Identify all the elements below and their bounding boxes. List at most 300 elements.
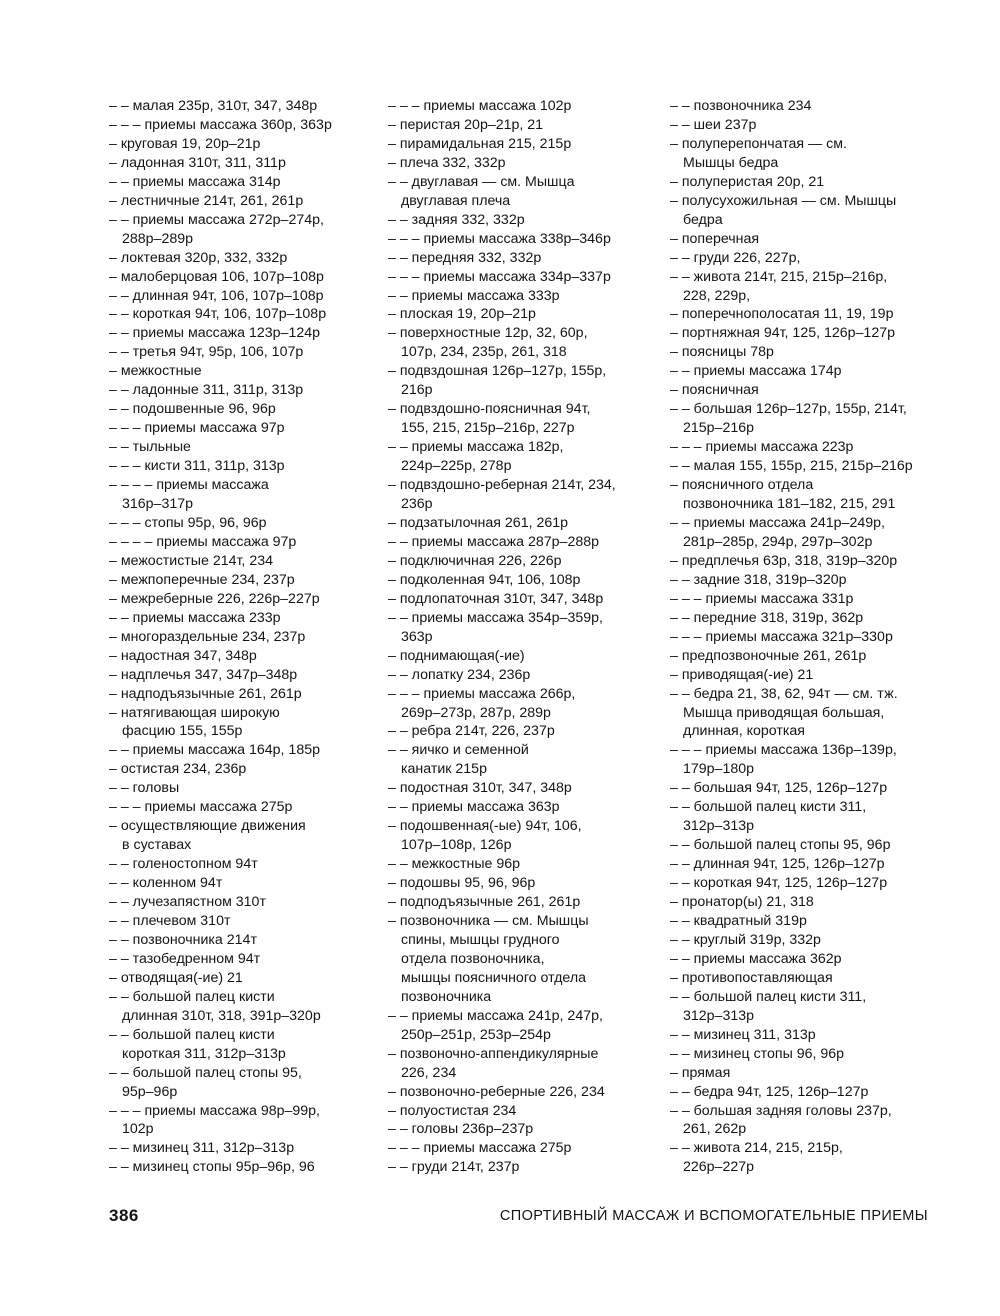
index-entry [670, 438, 932, 457]
index-entry [388, 874, 650, 893]
index-entry-line: – – большая 126р–127р, 155р, 214т, [670, 401, 907, 418]
index-entry [388, 400, 650, 438]
index-entry-line: – – приемы массажа 164р, 185р [109, 742, 320, 759]
index-entry [388, 779, 650, 798]
index-entry-continuation: 95р–96р [122, 1083, 178, 1100]
index-entry-line: – – большой палец кисти [109, 988, 275, 1005]
index-entry-line: – – подошвенные 96, 96р [109, 401, 276, 418]
index-entry-line: – плоская 19, 20р–21р [388, 306, 536, 323]
index-entry-line: – – приемы массажа 354р–359р, [388, 609, 603, 626]
index-entry-line: – подвздошная 126р–127р, 155р, [388, 363, 607, 380]
index-entry [388, 533, 650, 552]
index-entry-line: – – большой палец кисти 311, [670, 988, 867, 1005]
index-entry [388, 287, 650, 306]
index-entry [109, 192, 367, 211]
index-entry-continuation: позвоночника 181–182, 215, 291 [683, 496, 896, 513]
index-entry-line: – прямая [670, 1064, 731, 1081]
index-entry [670, 192, 932, 230]
index-entry [388, 230, 650, 249]
index-entry-line: – – бедра 94т, 125, 126р–127р [670, 1083, 869, 1100]
index-entry-line: – – третья 94т, 95р, 106, 107р [109, 344, 304, 361]
index-entry [109, 590, 367, 609]
index-entry [388, 324, 650, 362]
index-entry [670, 590, 932, 609]
index-entry [109, 912, 367, 931]
index-entry-line: – – длинная 94т, 106, 107р–108р [109, 287, 324, 304]
index-entry [109, 476, 367, 514]
index-entry-line: – – мизинец 311, 312р–313р [109, 1140, 295, 1157]
index-entry-line: – – живота 214т, 215, 215р–216р, [670, 268, 888, 285]
index-entry-line: – подошвенная(-ые) 94т, 106, [388, 818, 582, 835]
index-entry [109, 798, 367, 817]
index-entry [670, 798, 932, 836]
index-entry-line: – – – стопы 95р, 96, 96р [109, 514, 267, 531]
index-entry-line: – – лопатку 234, 236р [388, 666, 531, 683]
index-entry-line: – – мизинец стопы 95р–96р, 96 [109, 1159, 315, 1176]
index-entry-line: – пирамидальная 215, 215р [388, 135, 572, 152]
index-entry [670, 893, 932, 912]
index-entry-line: – – лучезапястном 310т [109, 894, 266, 911]
index-entry-continuation: 363р [401, 628, 433, 645]
index-entry-line: – – ладонные 311, 311р, 313р [109, 382, 304, 399]
index-entry-continuation: 312р–313р [683, 1007, 755, 1024]
index-entry-line: – – мизинец 311, 313р [670, 1026, 816, 1043]
index-entry [109, 287, 367, 306]
index-entry [670, 173, 932, 192]
index-entry [670, 457, 932, 476]
index-entry [109, 609, 367, 628]
index-entry [670, 969, 932, 988]
index-entry [109, 438, 367, 457]
index-entry [388, 438, 650, 476]
index-entry-line: – – большая задняя головы 237р, [670, 1102, 892, 1119]
index-entry-line: – – передние 318, 319р, 362р [670, 609, 864, 626]
index-entry [670, 381, 932, 400]
index-entry [109, 362, 367, 381]
index-entry-line: – – головы 236р–237р [388, 1121, 534, 1138]
index-entry [670, 988, 932, 1026]
index-entry-line: – – приемы массажа 272р–274р, [109, 211, 324, 228]
index-entry [109, 704, 367, 742]
index-entry [109, 1158, 367, 1177]
index-entry-line: – пронатор(ы) 21, 318 [670, 894, 814, 911]
index-entry-line: – малоберцовая 106, 107р–108р [109, 268, 324, 285]
index-entry [109, 1026, 367, 1064]
index-entry [670, 609, 932, 628]
index-entry-line: – отводящая(-ие) 21 [109, 969, 243, 986]
index-entry-line: – круговая 19, 20р–21р [109, 135, 261, 152]
index-entry [670, 836, 932, 855]
index-entry-line: – – большой палец кисти [109, 1026, 275, 1043]
index-entry [109, 268, 367, 287]
index-entry-continuation: длинная 310т, 318, 391р–320р [122, 1007, 321, 1024]
index-entry-line: – – – приемы массажа 136р–139р, [670, 742, 897, 759]
index-entry-continuation: 179р–180р [683, 761, 755, 778]
index-entry-line: – предплечья 63р, 318, 319р–320р [670, 552, 898, 569]
index-entry-line: – – приемы массажа 182р, [388, 439, 564, 456]
index-entry-continuation: 226, 234 [401, 1064, 457, 1081]
index-entry-line: – надостная 347, 348р [109, 647, 257, 664]
index-entry [388, 1083, 650, 1102]
index-entry-line: – – приемы массажа 362р [670, 950, 842, 967]
index-entry [388, 154, 650, 173]
index-entry-line: – межпоперечные 234, 237р [109, 571, 295, 588]
index-entry [109, 685, 367, 704]
index-entry-line: – приводящая(-ие) 21 [670, 666, 814, 683]
index-entry-line: – ладонная 310т, 311, 311р [109, 154, 286, 171]
index-entry [388, 741, 650, 779]
index-entry-line: – – – приемы массажа 266р, [388, 685, 576, 702]
index-entry-line: – – – приемы массажа 102р [388, 98, 572, 114]
index-entry [388, 1120, 650, 1139]
index-entry-continuation: 226р–227р [683, 1159, 755, 1176]
index-entry [670, 1045, 932, 1064]
index-entry [670, 135, 932, 173]
index-entry [388, 268, 650, 287]
index-entry [388, 1158, 650, 1177]
index-entry-continuation: отдела позвоночника, [401, 950, 545, 967]
index-entry [109, 343, 367, 362]
index-entry-continuation: 155, 215, 215р–216р, 227р [401, 420, 575, 437]
index-entry [388, 1102, 650, 1121]
index-entry-line: – – малая 235р, 310т, 347, 348р [109, 98, 318, 114]
index-entry-line: – – приемы массажа 287р–288р [388, 533, 600, 550]
index-entry-line: – – ребра 214т, 226, 237р [388, 723, 555, 740]
index-entry-continuation: короткая 311, 312р–313р [122, 1045, 286, 1062]
index-entry-line: – – большой палец кисти 311, [670, 799, 867, 816]
index-entry-continuation: 224р–225р, 278р [401, 458, 512, 475]
index-entry [670, 931, 932, 950]
index-entry-line: – – длинная 94т, 125, 126р–127р [670, 856, 885, 873]
index-entry-continuation: Мышца приводящая большая, [683, 704, 885, 721]
index-entry-line: – – приемы массажа 241р, 247р, [388, 1007, 603, 1024]
index-entry [388, 135, 650, 154]
index-entry-line: – – тазобедренном 94т [109, 950, 261, 967]
index-entry [388, 722, 650, 741]
index-entry-line: – – приемы массажа 241р–249р, [670, 514, 885, 531]
index-entry-line: – остистая 234, 236р [109, 761, 247, 778]
index-entry [109, 173, 367, 192]
index-entry-line: – поясничная [670, 382, 759, 399]
index-entry [109, 988, 367, 1026]
index-entry-line: – натягивающая широкую [109, 704, 280, 721]
index-entry-line: – – – – приемы массажа [109, 477, 269, 494]
index-entry-continuation: спины, мышцы грудного [401, 931, 560, 948]
index-entry-line: – – голеностопном 94т [109, 856, 258, 873]
index-entry [388, 666, 650, 685]
index-entry [670, 116, 932, 135]
index-entry-line: – – живота 214, 215, 215р, [670, 1140, 843, 1157]
index-entry-continuation: Мышцы бедра [683, 154, 779, 171]
index-entry [670, 343, 932, 362]
index-entry-line: – плеча 332, 332р [388, 154, 506, 171]
index-column-2 [388, 97, 650, 1177]
index-entry [109, 1139, 367, 1158]
index-entry [670, 249, 932, 268]
index-entry-line: – надподъязычные 261, 261р [109, 685, 302, 702]
index-entry-line: – межкостные [109, 363, 202, 380]
index-entry [388, 893, 650, 912]
index-entry-line: – – – кисти 311, 311р, 313р [109, 458, 285, 475]
index-entry [109, 855, 367, 874]
index-entry-line: – поясничного отдела [670, 477, 814, 494]
index-entry-line: – подколенная 94т, 106, 108р [388, 571, 581, 588]
index-entry [388, 912, 650, 1007]
index-entry-continuation: 215р–216р [683, 420, 755, 437]
index-entry [388, 173, 650, 211]
index-entry-line: – – двуглавая — см. Мышца [388, 173, 575, 190]
index-entry-continuation: длинная, короткая [683, 723, 805, 740]
index-entry [388, 249, 650, 268]
index-entry-line: – – позвоночника 214т [109, 931, 257, 948]
index-entry-line: – позвоночно-аппендикулярные [388, 1045, 599, 1062]
index-entry [670, 666, 932, 685]
index-entry [388, 1139, 650, 1158]
index-entry [109, 211, 367, 249]
index-entry-continuation: 107р–108р, 126р [401, 837, 512, 854]
index-entry-line: – перистая 20р–21р, 21 [388, 116, 544, 133]
index-entry-continuation: 250р–251р, 253р–254р [401, 1026, 551, 1043]
index-entry [670, 855, 932, 874]
index-entry [388, 476, 650, 514]
index-entry-line: – противопоставляющая [670, 969, 833, 986]
index-entry-line: – полуперепончатая — см. [670, 135, 847, 152]
index-entry-line: – – – приемы массажа 275р [109, 799, 293, 816]
index-entry [109, 874, 367, 893]
index-entry-line: – позвоночно-реберные 226, 234 [388, 1083, 605, 1100]
index-entry-line: – – шеи 237р [670, 116, 757, 133]
index-entry [109, 741, 367, 760]
index-entry [109, 381, 367, 400]
index-entry-line: – – тыльные [109, 439, 191, 456]
index-entry-line: – подподъязычные 261, 261р [388, 894, 581, 911]
index-entry-line: – – передняя 332, 332р [388, 249, 542, 266]
index-entry [109, 571, 367, 590]
index-entry [670, 305, 932, 324]
index-entry-line: – – большой палец стопы 95, 96р [670, 837, 891, 854]
index-entry-line: – – позвоночника 234 [670, 98, 812, 114]
index-entry [109, 305, 367, 324]
index-entry [388, 305, 650, 324]
index-entry [670, 571, 932, 590]
index-entry-line: – – – приемы массажа 360р, 363р [109, 116, 332, 133]
index-entry [388, 116, 650, 135]
index-entry-line: – – приемы массажа 123р–124р [109, 325, 321, 342]
index-entry-line: – – большой палец стопы 95, [109, 1064, 302, 1081]
index-entry-line: – осуществляющие движения [109, 818, 306, 835]
index-entry [670, 1102, 932, 1140]
index-entry-line: – подключичная 226, 226р [388, 552, 562, 569]
index-entry-line: – подошвы 95, 96, 96р [388, 875, 536, 892]
index-entry [109, 400, 367, 419]
index-entry-line: – – яичко и семенной [388, 742, 529, 759]
index-entry [109, 135, 367, 154]
index-entry [670, 912, 932, 931]
index-entry [670, 950, 932, 969]
index-entry [388, 362, 650, 400]
index-entry-line: – – квадратный 319р [670, 912, 807, 929]
index-entry [670, 268, 932, 306]
index-column-1 [109, 97, 367, 1177]
index-entry [670, 647, 932, 666]
index-entry-line: – – короткая 94т, 106, 107р–108р [109, 306, 327, 323]
index-entry [109, 969, 367, 988]
index-entry [109, 514, 367, 533]
index-entry [670, 476, 932, 514]
index-entry [670, 685, 932, 742]
index-entry-line: – – приемы массажа 233р [109, 609, 281, 626]
index-entry-line: – – – – приемы массажа 97р [109, 533, 297, 550]
index-entry-continuation: 288р–289р [122, 230, 194, 247]
index-entry-line: – – груди 214т, 237р [388, 1159, 520, 1176]
index-entry-line: – позвоночника — см. Мышцы [388, 912, 589, 929]
index-entry-continuation: 228, 229р, [683, 287, 751, 304]
index-entry [388, 552, 650, 571]
index-entry-line: – – межкостные 96р [388, 856, 521, 873]
index-entry-line: – – – приемы массажа 338р–346р [388, 230, 611, 247]
index-entry-line: – – короткая 94т, 125, 126р–127р [670, 875, 888, 892]
index-entry-continuation: 312р–313р [683, 818, 755, 835]
index-entry-continuation: бедра [683, 211, 723, 228]
index-entry [109, 533, 367, 552]
index-entry [670, 230, 932, 249]
index-entry-continuation: 261, 262р [683, 1121, 747, 1138]
index-entry [670, 1026, 932, 1045]
index-entry [670, 741, 932, 779]
index-entry-line: – поперечнополосатая 11, 19, 19р [670, 306, 894, 323]
index-entry-continuation: в суставах [122, 837, 192, 854]
index-entry-continuation: 281р–285р, 294р, 297р–302р [683, 533, 873, 550]
index-entry [388, 685, 650, 723]
index-entry [670, 362, 932, 381]
index-entry [109, 666, 367, 685]
index-entry-line: – – приемы массажа 314р [109, 173, 281, 190]
index-entry [109, 1102, 367, 1140]
index-entry-continuation: 316р–317р [122, 496, 194, 513]
index-entry-line: – многораздельные 234, 237р [109, 628, 306, 645]
index-entry-line: – – круглый 319р, 332р [670, 931, 821, 948]
index-entry [109, 1064, 367, 1102]
index-entry-line: – – задняя 332, 332р [388, 211, 525, 228]
index-entry [109, 324, 367, 343]
index-entry [109, 628, 367, 647]
index-entry-line: – – приемы массажа 363р [388, 799, 560, 816]
index-entry-line: – полуперистая 20р, 21 [670, 173, 825, 190]
index-entry-line: – полусухожильная — см. Мышцы [670, 192, 897, 209]
index-entry-line: – – плечевом 310т [109, 912, 231, 929]
index-entry [388, 609, 650, 647]
index-entry-line: – межреберные 226, 226р–227р [109, 590, 320, 607]
index-entry-continuation: фасцию 155, 155р [122, 723, 243, 740]
index-entry [670, 400, 932, 438]
index-entry-line: – подостная 310т, 347, 348р [388, 780, 572, 797]
index-entry-line: – подвздошно-поясничная 94т, [388, 401, 591, 418]
index-entry-line: – предпозвоночные 261, 261р [670, 647, 867, 664]
index-entry-line: – поверхностные 12р, 32, 60р, [388, 325, 588, 342]
index-entry-line: – – – приемы массажа 97р [109, 420, 285, 437]
index-entry [388, 514, 650, 533]
index-entry-line: – полуостистая 234 [388, 1102, 517, 1119]
index-entry-line: – – – приемы массажа 321р–330р [670, 628, 893, 645]
index-entry-continuation: 216р [401, 382, 433, 399]
index-entry [670, 552, 932, 571]
index-entry [109, 457, 367, 476]
index-entry-line: – – – приемы массажа 223р [670, 439, 854, 456]
index-entry-continuation: 269р–273р, 287р, 289р [401, 704, 551, 721]
index-entry [670, 514, 932, 552]
running-footer-title: СПОРТИВНЫЙ МАССАЖ И ВСПОМОГАТЕЛЬНЫЕ ПРИЕМЫ [499, 1208, 928, 1224]
index-entry-line: – – – приемы массажа 334р–337р [388, 268, 611, 285]
index-entry [670, 874, 932, 893]
index-entry-line: – лестничные 214т, 261, 261р [109, 192, 304, 209]
index-entry [109, 249, 367, 268]
index-entry-line: – локтевая 320р, 332, 332р [109, 249, 288, 266]
index-entry [109, 419, 367, 438]
index-entry-line: – – бедра 21, 38, 62, 94т — см. тж. [670, 685, 898, 702]
index-entry [388, 571, 650, 590]
index-entry [388, 97, 650, 116]
index-entry-continuation: 107р, 234, 235р, 261, 318 [401, 344, 567, 361]
index-entry-line: – – груди 226, 227р, [670, 249, 801, 266]
index-entry [670, 779, 932, 798]
index-entry [388, 647, 650, 666]
index-entry [670, 628, 932, 647]
index-entry [670, 324, 932, 343]
index-entry-line: – – мизинец стопы 96, 96р [670, 1045, 845, 1062]
index-entry-line: – – приемы массажа 174р [670, 363, 842, 380]
index-entry [109, 154, 367, 173]
index-entry [109, 931, 367, 950]
index-entry [388, 817, 650, 855]
index-entry-line: – поперечная [670, 230, 760, 247]
index-entry [670, 1083, 932, 1102]
index-entry-line: – – задние 318, 319р–320р [670, 571, 847, 588]
index-entry-line: – поднимающая(-ие) [388, 647, 525, 664]
index-entry [109, 817, 367, 855]
index-entry [388, 855, 650, 874]
index-entry [109, 647, 367, 666]
index-entry-continuation: мышцы поясничного отдела [401, 969, 586, 986]
index-entry [109, 116, 367, 135]
index-entry-continuation: двуглавая плеча [401, 192, 511, 209]
index-entry-continuation: позвоночника [401, 988, 492, 1005]
index-entry-line: – подлопаточная 310т, 347, 348р [388, 590, 604, 607]
index-entry-continuation: 102р [122, 1121, 154, 1138]
index-entry-line: – – коленном 94т [109, 875, 223, 892]
index-entry [109, 779, 367, 798]
index-entry-line: – надплечья 347, 347р–348р [109, 666, 298, 683]
index-entry [109, 950, 367, 969]
index-entry-line: – – – приемы массажа 98р–99р, [109, 1102, 320, 1119]
index-entry [388, 590, 650, 609]
index-entry-line: – – приемы массажа 333р [388, 287, 560, 304]
index-entry-line: – портняжная 94т, 125, 126р–127р [670, 325, 895, 342]
index-entry [670, 1064, 932, 1083]
index-entry-continuation: 236р [401, 496, 433, 513]
index-entry-line: – подзатылочная 261, 261р [388, 514, 569, 531]
index-entry [388, 798, 650, 817]
index-entry [109, 552, 367, 571]
index-entry [670, 97, 932, 116]
index-column-3 [670, 97, 932, 1177]
index-entry [670, 1139, 932, 1177]
index-entry [109, 760, 367, 779]
index-entry-line: – – малая 155, 155р, 215, 215р–216р [670, 458, 913, 475]
index-entry-line: – – – приемы массажа 331р [670, 590, 854, 607]
index-entry-line: – – головы [109, 780, 180, 797]
index-entry-continuation: канатик 215р [401, 761, 487, 778]
index-entry [388, 1045, 650, 1083]
